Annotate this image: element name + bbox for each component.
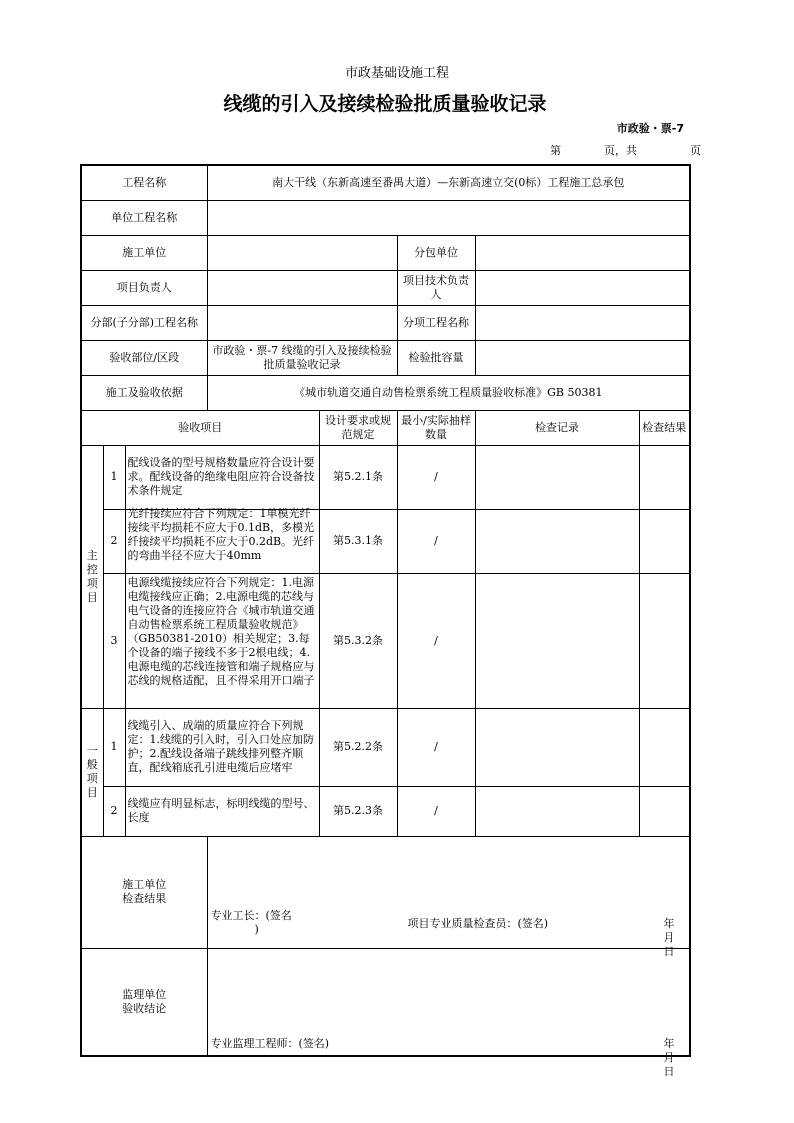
supervisor-signature: 专业监理工程师：(签名) (210, 1036, 330, 1050)
tech-lead-value[interactable] (475, 270, 690, 305)
row-location (81, 340, 690, 375)
location-value[interactable]: 市政验・票-7 线缆的引入及接续检验批质量验收记录 (207, 340, 397, 375)
contractor-check-area[interactable] (207, 836, 690, 958)
row-pm (81, 270, 690, 305)
document-title: 线缆的引入及接续检验批质量验收记录 (223, 93, 547, 115)
row-sub-division (81, 305, 690, 340)
unit-project-label: 单位工程名称 (81, 200, 207, 235)
item-sample[interactable]: / (397, 708, 475, 786)
item-description: 光纤接续应符合下列规定：1单模光纤接续平均损耗不应大于0.1dB，多模光纤接续平均损耗不应大于0.2dB。光纤的弯曲半径不应大于40mm (125, 509, 319, 573)
table-row (81, 786, 690, 836)
column-header-design: 设计要求或规范规定 (319, 410, 397, 445)
item-record[interactable] (475, 445, 639, 509)
column-header-record: 检查记录 (475, 410, 639, 445)
unit-project-value[interactable] (207, 200, 690, 235)
item-clause: 第5.2.2条 (319, 708, 397, 786)
contractor-value[interactable] (207, 235, 397, 270)
item-result[interactable] (639, 509, 690, 573)
item-description: 配线设备的型号规格数量应符合设计要求。配线设备的绝缘电阻应符合设备技术条件规定 (125, 445, 319, 509)
item-result[interactable] (639, 445, 690, 509)
item-clause: 第5.3.2条 (319, 573, 397, 708)
item-record[interactable] (475, 509, 639, 573)
supervisor-check-date: 年 月 日 (663, 1036, 686, 1078)
item-description: 线缆应有明显标志，标明线缆的型号、长度 (125, 786, 319, 836)
capacity-label: 检验批容量 (397, 340, 475, 375)
column-header-item: 验收项目 (81, 410, 319, 445)
item-sample[interactable]: / (397, 509, 475, 573)
row-supervisor-check (81, 948, 690, 1056)
page-ye-gong: 页，共 (604, 144, 637, 157)
item-sample[interactable]: / (397, 445, 475, 509)
item-clause: 第5.3.1条 (319, 509, 397, 573)
table-row (81, 509, 690, 573)
supervisor-check-area[interactable] (207, 948, 690, 1078)
foreman-signature: 专业工长：(签名 ) (210, 908, 292, 936)
sub-division-label: 分部(子分部)工程名称 (81, 305, 207, 340)
supervisor-check-label: 监理单位验收结论 (81, 948, 207, 1056)
table-row (81, 708, 690, 786)
contractor-check-label: 施工单位检查结果 (81, 836, 207, 948)
inspector-signature: 项目专业质量检查员：(签名) (407, 916, 549, 930)
project-name-value[interactable]: 南大干线（东新高速至番禺大道）—东新高速立交(0标）工程施工总承包 (207, 165, 690, 200)
basis-value[interactable]: 《城市轨道交通自动售检票系统工程质量验收标准》GB 50381 (207, 375, 690, 410)
subcontractor-value[interactable] (475, 235, 690, 270)
column-header-result: 检查结果 (639, 410, 690, 445)
item-clause: 第5.2.1条 (319, 445, 397, 509)
item-description: 电源线缆接续应符合下列规定：1.电源电缆接线应正确；2.电源电缆的芯线与电气设备的连接应符合《城市轨道交通自动售检票系统工程质量验收规范》（GB50381-2010）相关规定；3.每个设备的端子接线不多于2根电线；4.电源电缆的芯线连接管和端子规格应与芯线的规格适配，且不得采用开口端子 (125, 573, 319, 708)
item-sample[interactable]: / (397, 573, 475, 708)
item-number: 1 (103, 445, 125, 509)
item-record[interactable] (475, 573, 639, 708)
item-sample[interactable]: / (397, 786, 475, 836)
pm-value[interactable] (207, 270, 397, 305)
item-record[interactable] (475, 786, 639, 836)
item-number: 2 (103, 786, 125, 836)
item-number: 3 (103, 573, 125, 708)
subcontractor-label: 分包单位 (397, 235, 475, 270)
sub-division-value[interactable] (207, 305, 397, 340)
item-result[interactable] (639, 708, 690, 786)
sub-item-label: 分项工程名称 (397, 305, 475, 340)
contractor-check-date: 年 月 日 (663, 916, 686, 958)
page-di: 第 (550, 144, 561, 157)
location-label: 验收部位/区段 (81, 340, 207, 375)
table-row (81, 445, 690, 509)
table-row (81, 573, 690, 708)
main-control-label: 主控项目 (81, 445, 103, 708)
pm-label: 项目负责人 (81, 270, 207, 305)
item-number: 1 (103, 708, 125, 786)
item-result[interactable] (639, 786, 690, 836)
row-basis (81, 375, 690, 410)
project-name-label: 工程名称 (81, 165, 207, 200)
tech-lead-label: 项目技术负责人 (397, 270, 475, 305)
general-label: 一般项目 (81, 708, 103, 836)
item-record[interactable] (475, 708, 639, 786)
row-project-name (81, 165, 690, 200)
item-result[interactable] (639, 573, 690, 708)
sub-item-value[interactable] (475, 305, 690, 340)
page-ye: 页 (690, 144, 701, 157)
row-contractor-check (81, 836, 690, 948)
contractor-label: 施工单位 (81, 235, 207, 270)
page-info (550, 142, 701, 158)
row-unit-project (81, 200, 690, 235)
inspection-form-table (80, 164, 691, 1078)
capacity-value[interactable] (475, 340, 690, 375)
document-subtitle: 市政基础设施工程 (344, 66, 449, 81)
item-number: 2 (103, 509, 125, 573)
form-code: 市政验・票-7 (616, 122, 684, 135)
row-contractor (81, 235, 690, 270)
basis-label: 施工及验收依据 (81, 375, 207, 410)
row-column-headers (81, 410, 690, 445)
item-clause: 第5.2.3条 (319, 786, 397, 836)
column-header-sample: 最小/实际抽样数量 (397, 410, 475, 445)
item-description: 线缆引入、成端的质量应符合下列规定：1.线缆的引入时，引入口处应加防护；2.配线设备端子跳线排列整齐顺直，配线箱底孔引进电缆后应堵牢 (125, 708, 319, 786)
